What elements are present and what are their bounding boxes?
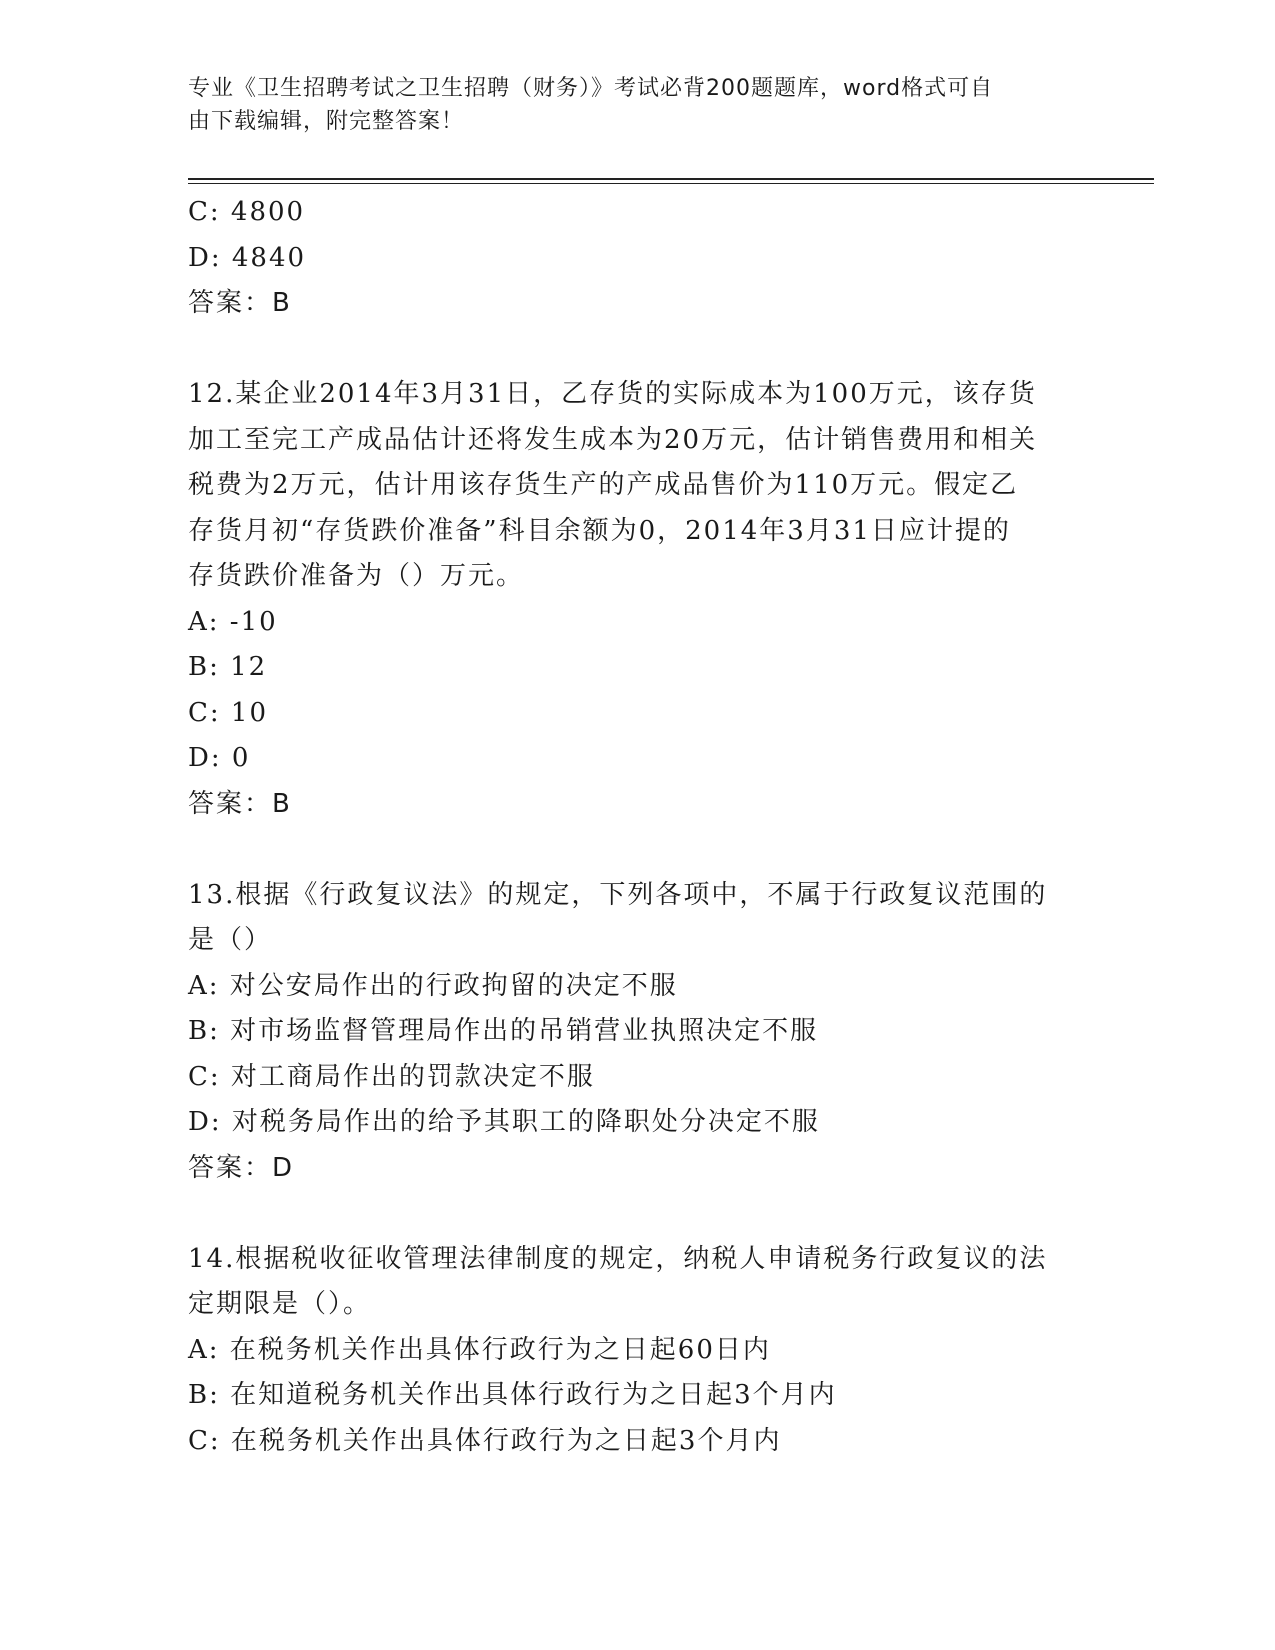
question-13 <box>188 873 1088 1192</box>
question-text-line: 定期限是（）。 <box>188 1289 372 1319</box>
option-b: B: 12 <box>188 652 268 682</box>
question-text-line: 存货月初“存货跌价准备”科目余额为0，2014年3月31日应计提的 <box>188 515 1011 546</box>
question-text-line: 是（） <box>188 925 273 955</box>
question-text-line: 13.根据《行政复议法》的规定，下列各项中，不属于行政复议范围的 <box>188 879 1048 910</box>
question-text-line: 税费为2万元，估计用该存货生产的产成品售价为110万元。假定乙 <box>188 470 1019 500</box>
question-14 <box>188 1237 1088 1465</box>
option-a: A: -10 <box>188 606 278 637</box>
answer: 答案：D <box>188 1152 295 1183</box>
option-a: A: 对公安局作出的行政拘留的决定不服 <box>188 970 678 1001</box>
option-d: D: 0 <box>188 743 251 773</box>
option-d: D: 对税务局作出的给予其职工的降职处分决定不服 <box>188 1107 820 1137</box>
question-12 <box>188 372 1088 827</box>
question-text-line: 14.根据税收征收管理法律制度的规定，纳税人申请税务行政复议的法 <box>188 1243 1048 1274</box>
answer: 答案：B <box>188 788 292 819</box>
option-c: C: 在税务机关作出具体行政行为之日起3个月内 <box>188 1425 782 1456</box>
option-c: C: 10 <box>188 697 269 728</box>
option-a: A: 在税务机关作出具体行政行为之日起60日内 <box>188 1334 771 1365</box>
question-text-line: 加工至完工产成品估计还将发生成本为20万元，估计销售费用和相关 <box>188 424 1038 455</box>
document-header <box>188 72 1068 138</box>
option-b: B: 在知道税务机关作出具体行政行为之日起3个月内 <box>188 1380 837 1410</box>
option-d: D: 4840 <box>188 242 307 273</box>
previous-question-tail <box>188 190 1088 327</box>
document-body <box>188 190 1088 1464</box>
question-text-line: 存货跌价准备为（）万元。 <box>188 561 525 591</box>
header-rule-thick <box>188 178 1154 180</box>
header-line-1: 专业《卫生招聘考试之卫生招聘（财务）》考试必背200题题库，word格式可自 <box>188 76 994 101</box>
option-c: C: 4800 <box>188 197 306 227</box>
answer: 答案：B <box>188 288 292 318</box>
header-rule-thin <box>188 183 1154 184</box>
header-line-2: 由下载编辑，附完整答案！ <box>188 109 465 134</box>
option-c: C: 对工商局作出的罚款决定不服 <box>188 1061 595 1092</box>
option-b: B: 对市场监督管理局作出的吊销营业执照决定不服 <box>188 1016 819 1046</box>
question-text-line: 12.某企业2014年3月31日，乙存货的实际成本为100万元，该存货 <box>188 379 1037 409</box>
